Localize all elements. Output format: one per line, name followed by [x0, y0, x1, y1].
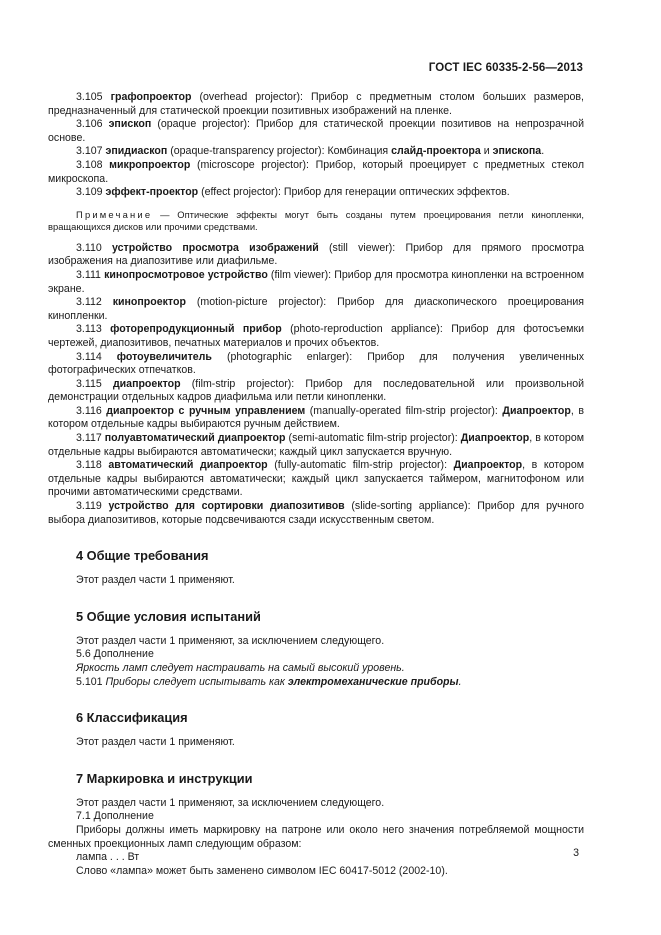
section-5 — [48, 609, 584, 689]
definition-3-117: 3.117 полуавтоматический диапроектор (semi-automatic film-strip projector): Диапроектор, в котором отдельные кадры выбираются автоматически; каждый цикл запускается вручную. — [48, 432, 585, 458]
section-6 — [48, 710, 584, 750]
definition-3-106: 3.106 эпископ (opaque projector): Прибор для статической проекции позитивов на непрозрачной основе. — [48, 118, 584, 144]
section-text: 5.101 Приборы следует испытывать как электромеханические приборы. — [76, 675, 462, 688]
section-text: Этот раздел части 1 применяют. — [76, 574, 235, 587]
section-text: лампа . . . Вт — [76, 851, 140, 864]
definition-3-118: 3.118 автоматический диапроектор (fully-automatic film-strip projector): Диапроектор, в котором отдельные кадры выбираются автоматически; каждый цикл запускается таймером, магнитофоном или прочими автоматическими средствами. — [48, 459, 584, 499]
section-4 — [48, 548, 584, 588]
definition-3-105: 3.105 графопроектор (overhead projector): Прибор с предметным столом больших размеров, предназначенный для статической проекции позитивных изображений на пленке. — [48, 91, 584, 117]
definition-3-108: 3.108 микропроектор (microscope projector): Прибор, который проецирует с предметных стекол микроскопа. — [48, 158, 584, 185]
section-title: 4 Общие требования — [76, 548, 209, 564]
section-text: Этот раздел части 1 применяют, за исключением следующего. — [76, 634, 385, 647]
definition-3-109: 3.109 эффект-проектор (effect projector): Прибор для генерации оптических эффектов. — [76, 186, 510, 199]
definition-3-112: 3.112 кинопроектор (motion-picture projector): Прибор для диаскопического проецирования кинопленки. — [48, 296, 584, 322]
definition-3-107: 3.107 эпидиаскоп (opaque-transparency projector): Комбинация слайд-проектора и эпископа. — [76, 145, 545, 158]
definition-3-114: 3.114 фотоувеличитель (photographic enlarger): Прибор для получения увеличенных фотографических отпечатков. — [48, 350, 584, 377]
definition-3-116: 3.116 диапроектор с ручным управлением (manually-operated film-strip projector): Диапроектор, в котором отдельные кадры выбираются ручным действием. — [48, 404, 585, 431]
definition-3-111: 3.111 кинопросмотровое устройство (film viewer): Прибор для просмотра кинопленки на встроенном экране. — [48, 268, 585, 295]
section-title: 5 Общие условия испытаний — [76, 608, 261, 624]
definition-3-110: 3.110 устройство просмотра изображений (still viewer): Прибор для прямого просмотра изображения на диапозитиве или диафильме. — [48, 241, 584, 268]
section-text: Этот раздел части 1 применяют. — [76, 736, 235, 749]
document-header: ГОСТ IEC 60335-2-56—2013 — [428, 62, 583, 74]
section-7 — [48, 771, 584, 879]
section-text: Яркость ламп следует настраивать на самый высокий уровень. — [76, 662, 405, 674]
section-title: 6 Классификация — [76, 710, 188, 726]
section-text: 7.1 Дополнение — [76, 810, 154, 823]
page-number: 3 — [573, 847, 579, 859]
note: Примечание — Оптические эффекты могут быть созданы путем проецирования петли кинопленки, вращающихся дисков или прочими средствами. — [48, 208, 584, 232]
page-content — [48, 91, 584, 878]
section-title: 7 Маркировка и инструкции — [76, 770, 253, 786]
section-text: Приборы должны иметь маркировку на патроне или около него значения потребляемой мощности сменных проекционных ламп следующим образом: — [48, 823, 584, 850]
section-text: Этот раздел части 1 применяют, за исключением следующего. — [76, 796, 385, 809]
definition-3-113: 3.113 фоторепродукционный прибор (photo-reproduction appliance): Прибор для фотосъемки чертежей, диапозитивов, печатных материалов и прочих объектов. — [48, 323, 584, 349]
section-text: Слово «лампа» может быть заменено символом IEC 60417-5012 (2002-10). — [76, 864, 448, 877]
section-text: 5.6 Дополнение — [76, 648, 154, 661]
definition-3-115: 3.115 диапроектор (film-strip projector): Прибор для последовательной или произвольной демонстрации отдельных кадров диафильма или петли кинопленки. — [48, 377, 585, 404]
definition-3-119: 3.119 устройство для сортировки диапозитивов (slide-sorting appliance): Прибор для ручного выбора диапозитивов, которые подсвечиваются сзади искусственным светом. — [48, 500, 584, 526]
